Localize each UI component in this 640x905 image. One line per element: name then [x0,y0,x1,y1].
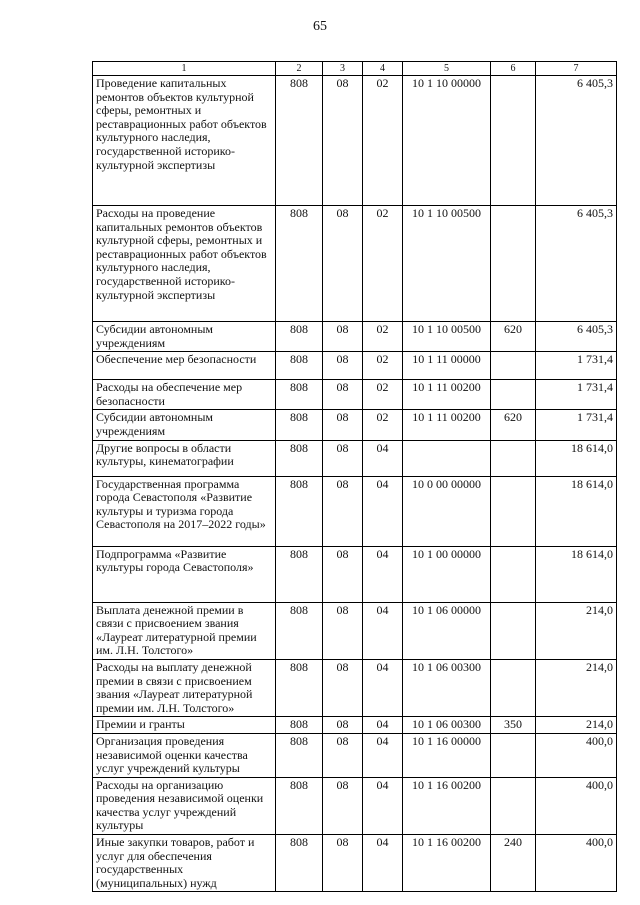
section-code-cell: 08 [323,659,363,716]
expense-type-cell: 350 [491,717,536,734]
expense-type-cell [491,380,536,410]
row-name-cell: Расходы на выплату денежной премии в связи с присвоением звания «Лауреат литературной премии им. Л.Н. Толстого» [93,659,276,716]
expense-type-cell [491,659,536,716]
row-name-cell: Иные закупки товаров, работ и услуг для обеспечения государственных (муниципальных) нужд [93,835,276,892]
target-article-cell: 10 1 10 00500 [403,206,491,322]
header-cell: 2 [276,62,323,76]
row-name-cell: Обеспечение мер безопасности [93,352,276,380]
subsection-code-cell: 04 [363,733,403,777]
header-row [93,62,617,76]
section-code-cell: 08 [323,546,363,602]
section-code-cell: 08 [323,602,363,659]
table-row [93,410,617,440]
table-row [93,440,617,476]
header-cell: 5 [403,62,491,76]
section-code-cell: 08 [323,476,363,546]
ministry-code-cell: 808 [276,410,323,440]
row-name-cell: Организация проведения независимой оценки качества услуг учреждений культуры [93,733,276,777]
table-header [93,62,617,76]
section-code-cell: 08 [323,440,363,476]
header-cell: 7 [536,62,617,76]
table-row [93,76,617,206]
amount-cell: 400,0 [536,733,617,777]
row-name-cell: Расходы на организацию проведения независимой оценки качества услуг учреждений культуры [93,777,276,834]
subsection-code-cell: 04 [363,659,403,716]
expense-type-cell: 240 [491,835,536,892]
amount-cell: 214,0 [536,717,617,734]
target-article-cell: 10 1 11 00200 [403,380,491,410]
expense-type-cell [491,602,536,659]
expense-type-cell [491,476,536,546]
section-code-cell: 08 [323,835,363,892]
row-name-cell: Выплата денежной премии в связи с присвоением звания «Лауреат литературной премии им. Л.Н. Толстого» [93,602,276,659]
subsection-code-cell: 04 [363,546,403,602]
row-name-cell: Субсидии автономным учреждениям [93,410,276,440]
amount-cell: 18 614,0 [536,476,617,546]
table-row [93,835,617,892]
target-article-cell: 10 1 06 00300 [403,659,491,716]
subsection-code-cell: 02 [363,352,403,380]
row-name-cell: Расходы на обеспечение мер безопасности [93,380,276,410]
ministry-code-cell: 808 [276,352,323,380]
table-row [93,777,617,834]
section-code-cell: 08 [323,206,363,322]
ministry-code-cell: 808 [276,717,323,734]
ministry-code-cell: 808 [276,733,323,777]
amount-cell: 18 614,0 [536,546,617,602]
target-article-cell: 10 1 06 00300 [403,717,491,734]
section-code-cell: 08 [323,352,363,380]
table-row [93,602,617,659]
section-code-cell: 08 [323,380,363,410]
table-row [93,659,617,716]
expense-type-cell [491,777,536,834]
page-number: 65 [313,19,327,34]
target-article-cell: 10 1 10 00500 [403,322,491,352]
section-code-cell: 08 [323,717,363,734]
ministry-code-cell: 808 [276,322,323,352]
expense-type-cell: 620 [491,410,536,440]
ministry-code-cell: 808 [276,76,323,206]
table-row [93,717,617,734]
subsection-code-cell: 02 [363,322,403,352]
amount-cell: 214,0 [536,659,617,716]
subsection-code-cell: 04 [363,476,403,546]
amount-cell: 6 405,3 [536,206,617,322]
expense-type-cell [491,546,536,602]
amount-cell: 6 405,3 [536,76,617,206]
amount-cell: 1 731,4 [536,380,617,410]
section-code-cell: 08 [323,322,363,352]
target-article-cell: 10 1 06 00000 [403,602,491,659]
target-article-cell: 10 1 10 00000 [403,76,491,206]
expense-type-cell [491,352,536,380]
target-article-cell [403,440,491,476]
amount-cell: 1 731,4 [536,410,617,440]
budget-table [92,61,617,892]
ministry-code-cell: 808 [276,476,323,546]
table-row [93,476,617,546]
row-name-cell: Премии и гранты [93,717,276,734]
target-article-cell: 10 1 11 00000 [403,352,491,380]
table-row [93,352,617,380]
ministry-code-cell: 808 [276,835,323,892]
ministry-code-cell: 808 [276,380,323,410]
subsection-code-cell: 02 [363,206,403,322]
ministry-code-cell: 808 [276,440,323,476]
row-name-cell: Государственная программа города Севастополя «Развитие культуры и туризма города Севастополя на 2017–2022 годы» [93,476,276,546]
subsection-code-cell: 04 [363,440,403,476]
header-cell: 1 [93,62,276,76]
header-cell: 3 [323,62,363,76]
section-code-cell: 08 [323,410,363,440]
section-code-cell: 08 [323,777,363,834]
expense-type-cell [491,206,536,322]
ministry-code-cell: 808 [276,659,323,716]
row-name-cell: Другие вопросы в области культуры, кинематографии [93,440,276,476]
table-row [93,206,617,322]
subsection-code-cell: 04 [363,777,403,834]
target-article-cell: 10 1 00 00000 [403,546,491,602]
expense-type-cell [491,76,536,206]
amount-cell: 18 614,0 [536,440,617,476]
target-article-cell: 10 1 16 00000 [403,733,491,777]
ministry-code-cell: 808 [276,777,323,834]
subsection-code-cell: 04 [363,835,403,892]
target-article-cell: 10 0 00 00000 [403,476,491,546]
ministry-code-cell: 808 [276,206,323,322]
row-name-cell: Субсидии автономным учреждениям [93,322,276,352]
section-code-cell: 08 [323,76,363,206]
table-row [93,733,617,777]
amount-cell: 400,0 [536,835,617,892]
section-code-cell: 08 [323,733,363,777]
subsection-code-cell: 04 [363,602,403,659]
row-name-cell: Подпрограмма «Развитие культуры города Севастополя» [93,546,276,602]
expense-type-cell [491,733,536,777]
ministry-code-cell: 808 [276,546,323,602]
header-cell: 6 [491,62,536,76]
subsection-code-cell: 02 [363,410,403,440]
target-article-cell: 10 1 11 00200 [403,410,491,440]
amount-cell: 1 731,4 [536,352,617,380]
expense-type-cell: 620 [491,322,536,352]
table-body [93,76,617,892]
ministry-code-cell: 808 [276,602,323,659]
amount-cell: 214,0 [536,602,617,659]
subsection-code-cell: 02 [363,380,403,410]
table-row [93,380,617,410]
table-row [93,322,617,352]
subsection-code-cell: 02 [363,76,403,206]
header-cell: 4 [363,62,403,76]
expense-type-cell [491,440,536,476]
table-row [93,546,617,602]
target-article-cell: 10 1 16 00200 [403,777,491,834]
amount-cell: 6 405,3 [536,322,617,352]
subsection-code-cell: 04 [363,717,403,734]
row-name-cell: Проведение капитальных ремонтов объектов культурной сферы, ремонтных и реставрационных работ объектов культурного наследия, государственной историко-культурной экспертизы [93,76,276,206]
target-article-cell: 10 1 16 00200 [403,835,491,892]
row-name-cell: Расходы на проведение капитальных ремонтов объектов культурной сферы, ремонтных и реставрационных работ объектов культурного наследия, государственной историко-культурной экспертизы [93,206,276,322]
amount-cell: 400,0 [536,777,617,834]
